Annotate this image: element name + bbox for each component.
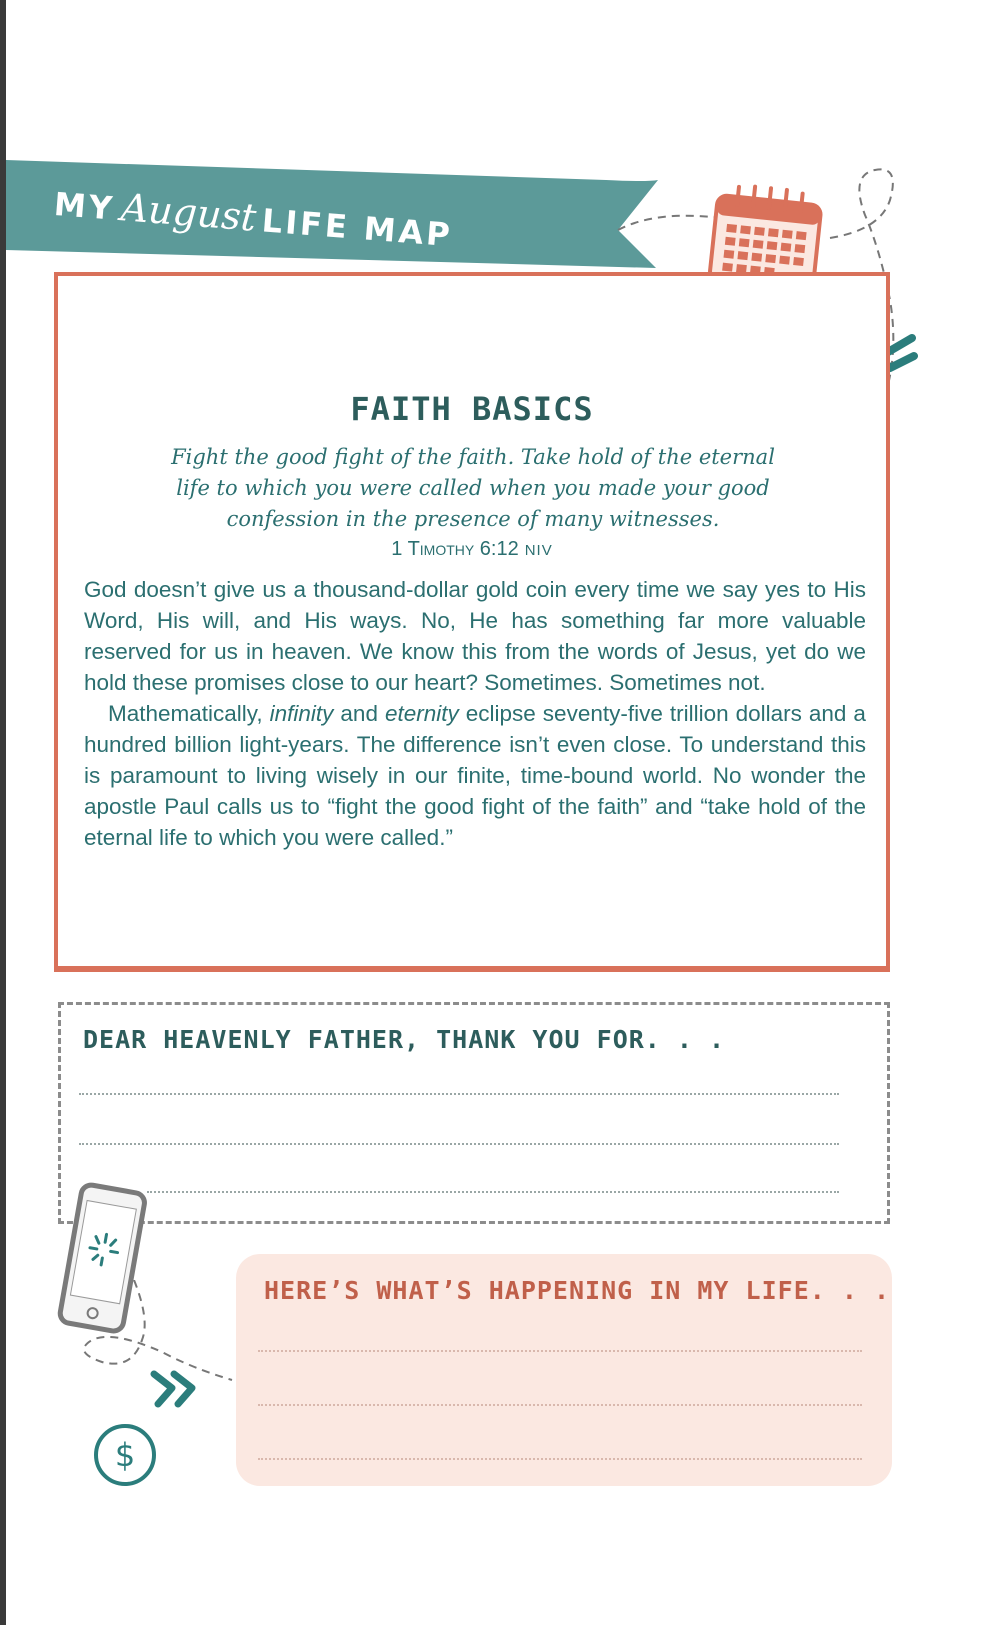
verse-line: confession in the presence of many witnesses. bbox=[226, 507, 720, 531]
banner-month: August bbox=[119, 185, 258, 240]
life-happenings-title: HERE’S WHAT’S HAPPENING IN MY LIFE. . . bbox=[264, 1276, 890, 1305]
writing-line-2[interactable] bbox=[79, 1143, 839, 1145]
verse-citation: 1 Timothy 6:12 bbox=[391, 538, 519, 560]
writing-line-1[interactable] bbox=[258, 1350, 862, 1352]
emphasis-infinity: infinity bbox=[269, 701, 334, 726]
paragraph-text: and bbox=[340, 701, 378, 726]
verse-reference bbox=[58, 538, 886, 561]
writing-line-1[interactable] bbox=[79, 1093, 839, 1095]
verse-line: life to which you were called when you made your good bbox=[176, 476, 770, 500]
writing-line-3[interactable] bbox=[258, 1458, 862, 1460]
faith-basics-box bbox=[54, 272, 890, 972]
paragraph-text: eclipse seventy-five trillion dollars and a hundred billion light-years. The difference isn’t even close. To understand this is paramount to living wisely in our finite, time-bound world. No wonder the apostle Paul calls us to “fight the good fight of the faith” and “take hold of the eternal life to which you were called.” bbox=[84, 701, 866, 850]
thank-you-title: DEAR HEAVENLY FATHER, THANK YOU FOR. . . bbox=[83, 1025, 726, 1054]
writing-line-3[interactable] bbox=[147, 1191, 839, 1193]
devotional-paragraph bbox=[84, 698, 866, 853]
banner-rest: LIFE MAP bbox=[260, 201, 455, 255]
verse-translation: NIV bbox=[524, 542, 553, 559]
devotional-body bbox=[84, 574, 866, 853]
life-happenings-box bbox=[236, 1254, 892, 1486]
svg-text:$: $ bbox=[114, 1436, 136, 1474]
thank-you-box bbox=[58, 1002, 890, 1224]
devotional-paragraph: God doesn’t give us a thousand-dollar gold coin every time we say yes to His Word, His will, and His ways. No, He has something far more valuable reserved for us in heaven. We know this from the words of Jesus, yet do we hold these promises close to our heart? Sometimes. Sometimes not. bbox=[84, 577, 866, 695]
scripture-verse bbox=[148, 442, 798, 535]
banner-my: MY bbox=[52, 184, 117, 228]
faith-basics-title: FAITH BASICS bbox=[350, 390, 594, 428]
paragraph-text: Mathematically, bbox=[108, 701, 263, 726]
emphasis-eternity: eternity bbox=[384, 701, 459, 726]
verse-line: Fight the good fight of the faith. Take hold of the eternal bbox=[171, 445, 775, 469]
dollar-coin-icon bbox=[90, 1420, 160, 1490]
writing-line-2[interactable] bbox=[258, 1404, 862, 1406]
chevron-arrow-icon bbox=[146, 1364, 216, 1414]
